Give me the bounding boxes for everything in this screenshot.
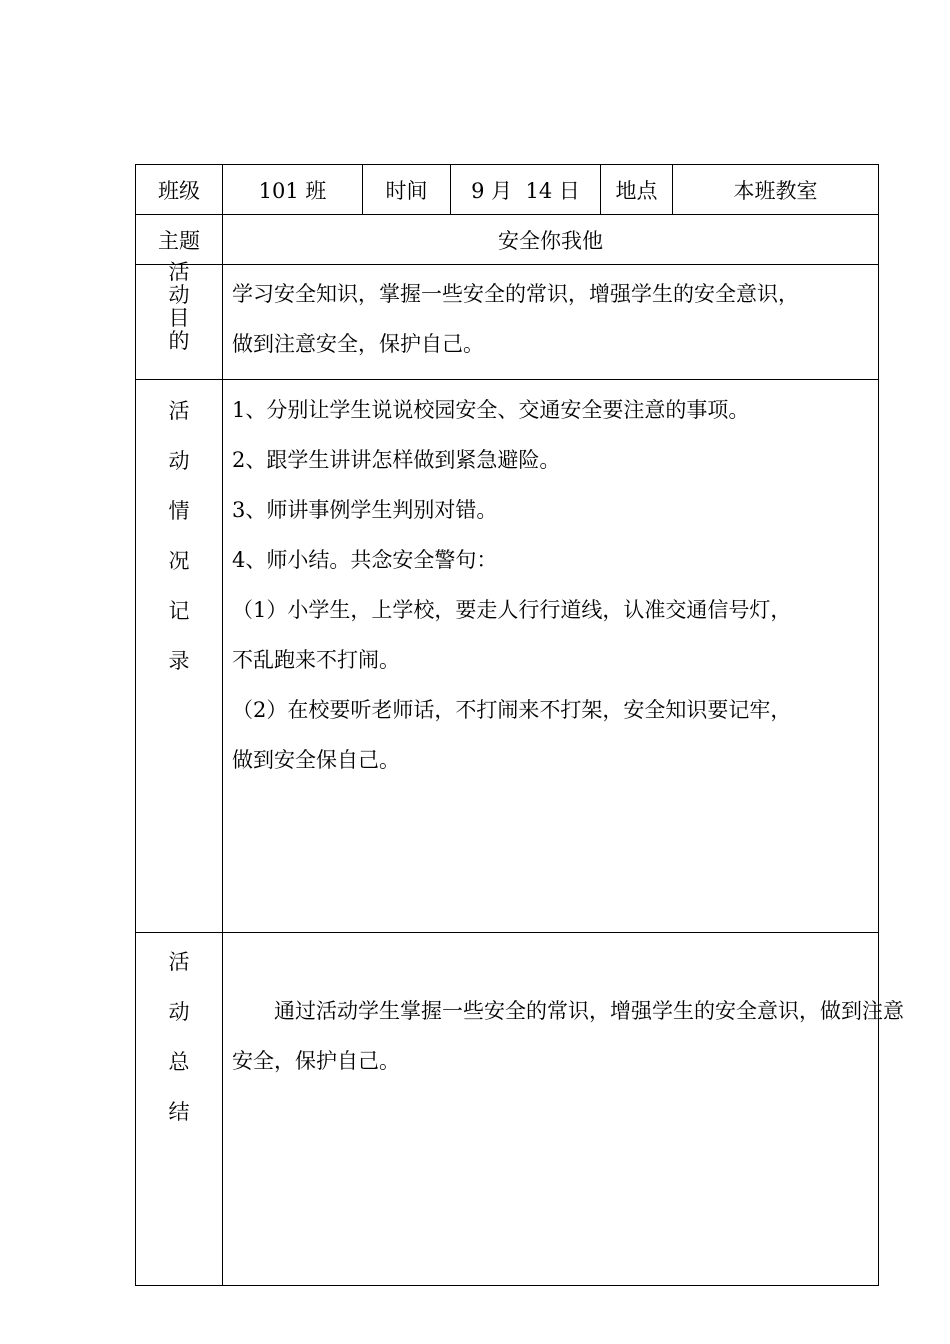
records-label-char: 记 [168, 599, 190, 623]
class-value: 101 班 [223, 165, 363, 215]
records-label-cell [136, 380, 223, 933]
records-label-char: 况 [168, 549, 190, 573]
summary-label-char: 动 [168, 1000, 190, 1024]
summary-content [223, 933, 904, 1286]
record-line: 1、分别让学生说说校园安全、交通安全要注意的事项。 [232, 398, 750, 422]
records-row [136, 380, 879, 933]
record-line: 做到安全保自己。 [232, 748, 400, 772]
purpose-label [136, 261, 222, 353]
purpose-line: 学习安全知识，掌握一些安全的常识，增强学生的安全意识， [232, 282, 799, 306]
activity-record-table [135, 164, 904, 1286]
time-value: 9 月 14 日 [451, 165, 601, 215]
record-line: 不乱跑来不打闹。 [232, 648, 400, 672]
summary-text: 通过活动学生掌握一些安全的常识，增强学生的安全意识，做到注意安全，保护自己。 [232, 999, 904, 1073]
theme-label: 主题 [136, 215, 223, 265]
purpose-label-char: 的 [168, 329, 190, 353]
summary-label-char: 结 [168, 1100, 190, 1124]
theme-value: 安全你我他 [223, 215, 879, 265]
record-line: 2、跟学生讲讲怎样做到紧急避险。 [232, 448, 561, 472]
header-row [136, 165, 879, 215]
theme-row [136, 215, 879, 265]
purpose-label-cell [136, 260, 223, 380]
summary-row [136, 933, 879, 1286]
records-label-char: 情 [168, 499, 190, 523]
time-label: 时间 [363, 165, 451, 215]
class-label: 班级 [136, 165, 223, 215]
summary-label-char: 活 [168, 950, 190, 974]
summary-label-cell [136, 933, 223, 1286]
records-content [223, 380, 879, 933]
summary-label-char: 总 [168, 1050, 190, 1074]
records-label [136, 380, 222, 686]
summary-label [136, 933, 222, 1137]
purpose-label-char: 动 [168, 283, 190, 307]
record-line: （2）在校要听老师话，不打闹来不打架，安全知识要记牢， [232, 698, 792, 722]
record-line: 3、师讲事例学生判别对错。 [232, 498, 498, 522]
records-label-char: 活 [168, 399, 190, 423]
purpose-label-char: 目 [168, 306, 190, 330]
records-label-char: 录 [168, 649, 190, 673]
record-line: （1）小学生，上学校，要走人行行道线，认准交通信号灯， [232, 598, 792, 622]
place-label: 地点 [601, 165, 673, 215]
place-value: 本班教室 [673, 165, 879, 215]
records-label-char: 动 [168, 449, 190, 473]
purpose-row [136, 265, 879, 380]
purpose-line: 做到注意安全，保护自己。 [232, 332, 484, 356]
record-line: 4、师小结。共念安全警句： [232, 548, 498, 572]
purpose-label-char: 活 [168, 260, 190, 284]
purpose-content [223, 265, 879, 380]
